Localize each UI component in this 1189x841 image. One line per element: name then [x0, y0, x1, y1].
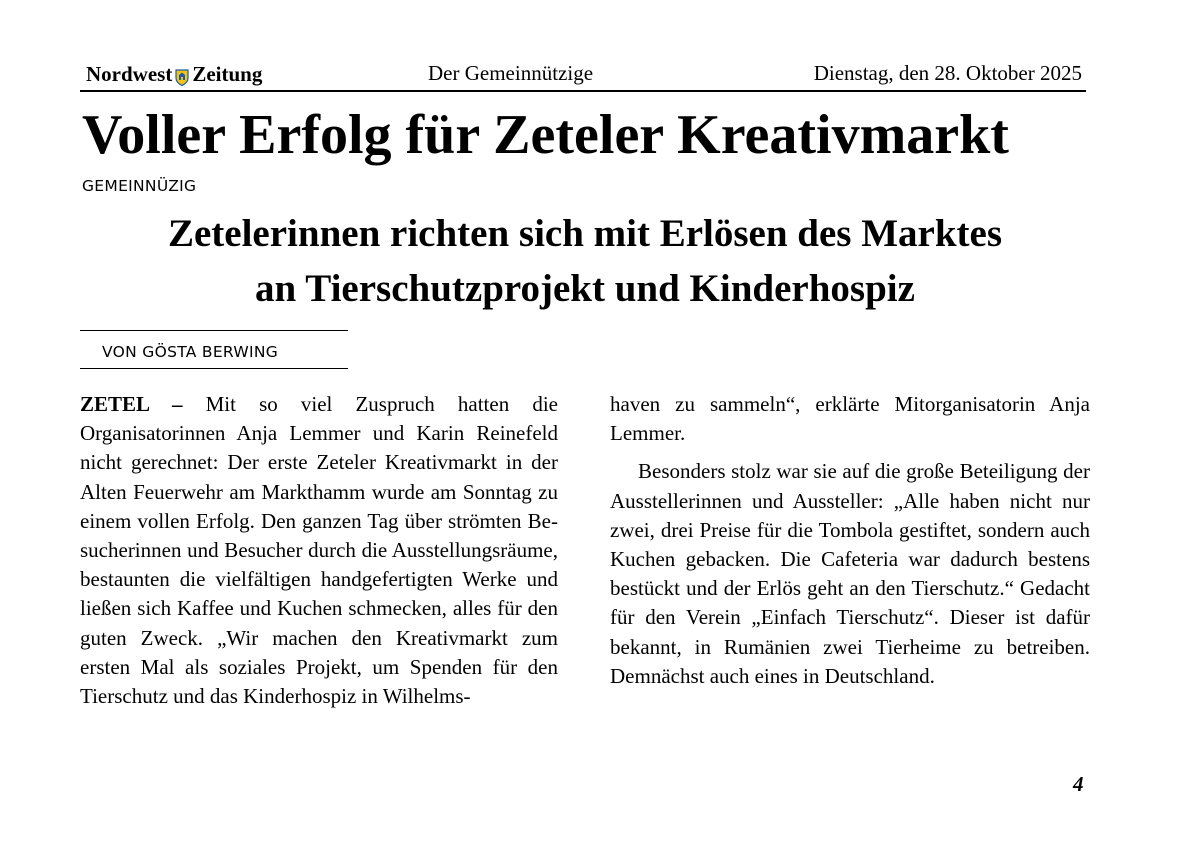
dateline: ZETEL –: [80, 392, 183, 416]
subheadline-line-2: an Tierschutzprojekt und Kinderhospiz: [255, 267, 915, 310]
byline-box: [80, 330, 348, 369]
byline: VON GÖSTA BERWING: [102, 343, 279, 361]
article-column-right: [610, 390, 1090, 691]
newspaper-logo: [86, 62, 262, 87]
page-number: 4: [1073, 772, 1084, 796]
subheadline: [80, 206, 1090, 316]
masthead: [80, 58, 1086, 92]
headline: Voller Erfolg für Zeteler Kreativmarkt: [82, 104, 1009, 166]
crest-icon: [175, 67, 189, 84]
paragraph-2: Besonders stolz war sie auf die große Beteiligung der Ausstellerinnen und Aussteller: „Alle haben nicht nur zwei, drei Preise für die Tombola gestiftet, sondern auch Kuchen gebacken. Die Cafeteria war dadurch bestens bestückt und der Erlös geht an den Tierschutz.“ Gedacht für den Verein „Einfach Tierschutz“. Dieser ist dafür bekannt, in Rumänien zwei Tierheime zu betreiben. Demnächst auch eines in Deutschland.: [610, 459, 1090, 688]
supplement-title: Der Gemeinnützige: [428, 61, 594, 85]
kicker: GEMEINNÜZIG: [82, 177, 197, 195]
issue-date: Dienstag, den 28. Oktober 2025: [813, 61, 1082, 85]
article-column-left: [80, 390, 558, 711]
paragraph-1-text: Mit so viel Zuspruch hatten die Organisatorinnen Anja Lemmer und Karin Reinefeld nicht gerechnet: Der erste Zeteler Kreativmarkt in der Alten Feuerwehr am Markthamm wurde am Sonntag zu einem vollen Erfolg. Den ganzen Tag über strömten Besucherinnen und Besucher durch die Ausstellungsräume, bestaunten die vielfältigen handgefertigten Werke und ließen sich Kaffee und Kuchen schmecken, alles für den guten Zweck. „Wir machen den Kreativmarkt zum ersten Mal als soziales Projekt, um Spenden für den Tierschutz und das Kinderhospiz in Wilhelms-: [80, 392, 558, 709]
paragraph-1: [80, 390, 558, 711]
brand-right: Zeitung: [192, 62, 263, 86]
brand-left: Nordwest: [86, 62, 173, 86]
paragraph-1-continued: haven zu sammeln“, erklärte Mitorganisatorin Anja Lemmer.: [610, 392, 1090, 446]
subheadline-line-1: Zetelerinnen richten sich mit Erlösen des Marktes: [167, 212, 1003, 255]
byline-rule-bottom: [80, 368, 348, 369]
